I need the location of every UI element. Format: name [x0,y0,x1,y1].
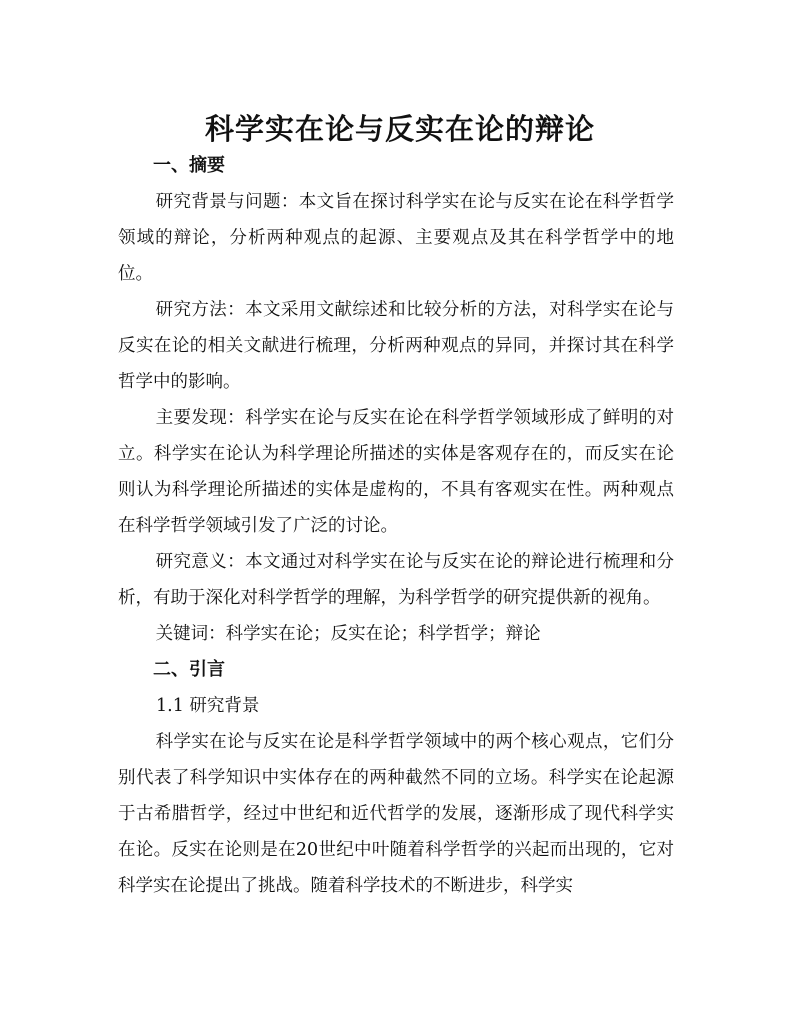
document-body [118,148,674,904]
keywords-line: 关键词：科学实在论；反实在论；科学哲学；辩论 [155,624,541,644]
introduction-paragraph: 科学实在论与反实在论是科学哲学领域中的两个核心观点，它们分别代表了科学知识中实体存在的两种截然不同的立场。科学实在论起源于古希腊哲学，经过中世纪和近代哲学的发展，逐渐形成了现代科学实在论。反实在论则是在20世纪中叶随着科学哲学的兴起而出现的，它对科学实在论提出了挑战。随着科学技术的不断进步，科学实 [118,732,674,896]
abstract-significance-paragraph: 研究意义：本文通过对科学实在论与反实在论的辩论进行梳理和分析，有助于深化对科学哲学的理解，为科学哲学的研究提供新的视角。 [118,552,674,608]
abstract-method-paragraph: 研究方法：本文采用文献综述和比较分析的方法，对科学实在论与反实在论的相关文献进行梳理，分析两种观点的异同，并探讨其在科学哲学中的影响。 [118,300,674,392]
document-title: 科学实在论与反实在论的辩论 [204,112,595,147]
abstract-heading: 一、摘要 [153,155,225,176]
abstract-background-paragraph: 研究背景与问题：本文旨在探讨科学实在论与反实在论在科学哲学领域的辩论，分析两种观点的起源、主要观点及其在科学哲学中的地位。 [118,192,674,284]
introduction-heading: 二、引言 [153,659,225,680]
abstract-findings-paragraph: 主要发现：科学实在论与反实在论在科学哲学领域形成了鲜明的对立。科学实在论认为科学理论所描述的实体是客观存在的，而反实在论则认为科学理论所描述的实体是虚构的，不具有客观实在性。两种观点在科学哲学领域引发了广泛的讨论。 [118,408,674,536]
research-background-subheading: 1.1 研究背景 [156,696,260,716]
